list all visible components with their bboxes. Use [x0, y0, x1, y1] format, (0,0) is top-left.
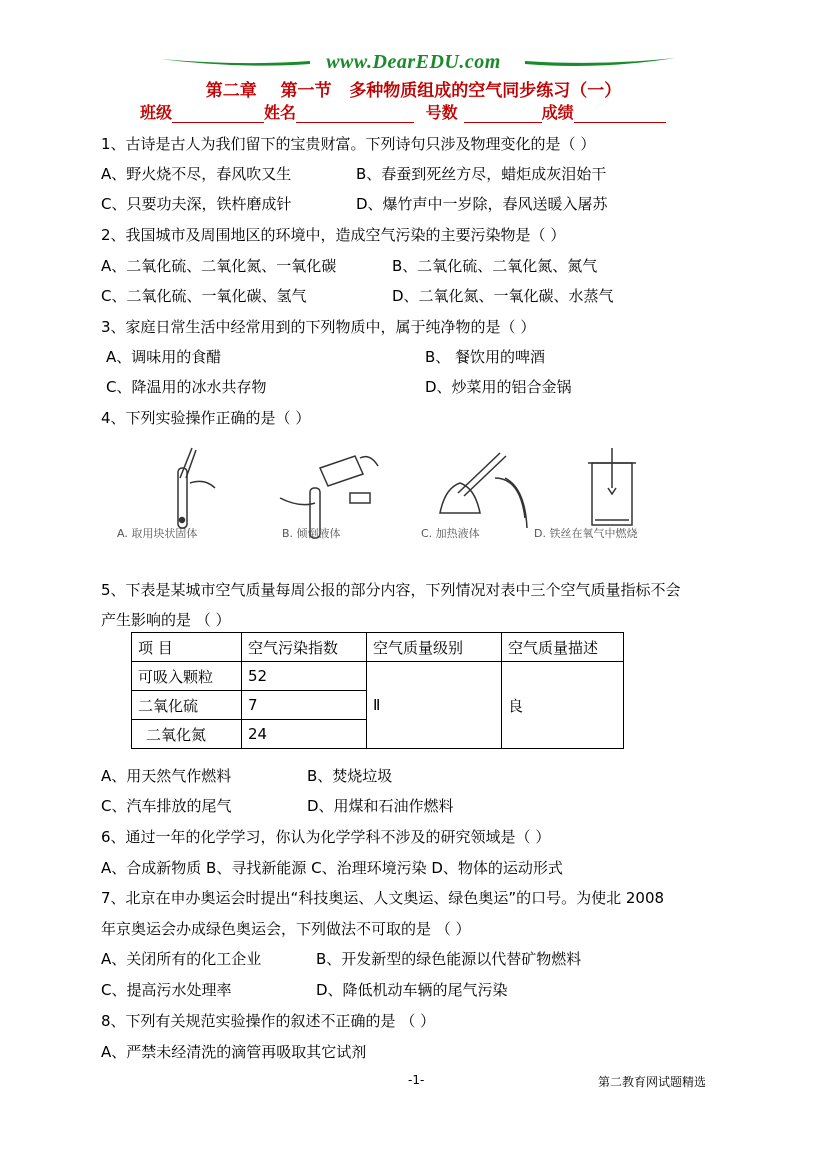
q1-option-d: D、爆竹声中一岁除，春风送暖入屠苏: [356, 195, 608, 213]
footer-source: 第二教育网试题精选: [598, 1075, 707, 1089]
q1-stem: 1、古诗是古人为我们留下的宝贵财富。下列诗句只涉及物理变化的是（ ）: [101, 135, 596, 153]
q6-stem: 6、通过一年的化学学习，你认为化学学科不涉及的研究领域是（ ）: [101, 828, 551, 846]
table-cell-level: Ⅱ: [367, 662, 502, 749]
q5-option-d: D、用煤和石油作燃料: [307, 797, 454, 815]
figure-caption-c: C. 加热液体: [421, 527, 480, 540]
q7-stem-line2: 年京奥运会办成绿色奥运会，下列做法不可取的是 （ ）: [101, 920, 471, 938]
field-class-label: 班级: [140, 103, 173, 122]
figure-caption-b: B. 倾倒液体: [282, 527, 341, 540]
student-info-fields: [140, 100, 666, 123]
field-class-blank[interactable]: [172, 104, 264, 123]
q1-option-c: C、只要功夫深，铁杵磨成针: [101, 195, 292, 213]
q7-stem-line1: 7、北京在申办奥运会时提出“科技奥运、人文奥运、绿色奥运”的口号。为使北 2008: [101, 889, 665, 907]
q6-options: A、合成新物质 B、寻找新能源 C、治理环境污染 D、物体的运动形式: [101, 859, 563, 877]
q7-option-d: D、降低机动车辆的尾气污染: [316, 981, 508, 999]
table-cell-index: 7: [242, 691, 367, 720]
heating-liquid-icon: [440, 453, 527, 528]
page-title: 第二章 第一节 多种物质组成的空气同步练习（一）: [205, 81, 622, 101]
table-header-cell: 空气质量级别: [367, 633, 502, 662]
field-name-blank[interactable]: [296, 104, 414, 123]
site-url: www.DearEDU.com: [326, 51, 501, 73]
table-cell-item: 可吸入颗粒: [132, 662, 242, 691]
q5-option-b: B、焚烧垃圾: [307, 767, 393, 785]
table-header-cell: 空气质量描述: [502, 633, 624, 662]
q5-stem-line2: 产生影响的是 （ ）: [101, 611, 231, 629]
test-tube-tweezers-icon: [178, 448, 215, 528]
table-header-row: [132, 633, 624, 662]
figure-caption-a: A. 取用块状固体: [117, 527, 198, 540]
q5-option-c: C、汽车排放的尾气: [101, 797, 232, 815]
q3-option-c: C、降温用的冰水共存物: [106, 378, 267, 396]
q1-option-b: B、春蚕到死丝方尽，蜡炬成灰泪始干: [356, 165, 607, 183]
air-quality-table: [131, 632, 624, 749]
q8-stem: 8、下列有关规范实验操作的叙述不正确的是 （ ）: [101, 1012, 436, 1030]
q7-option-b: B、开发新型的绿色能源以代替矿物燃料: [316, 950, 582, 968]
q8-option-a: A、严禁未经清洗的滴管再吸取其它试剂: [101, 1043, 367, 1061]
field-score-label: 成绩: [541, 103, 574, 122]
figure-caption-d: D. 铁丝在氧气中燃烧: [534, 527, 638, 540]
field-number-blank[interactable]: [464, 104, 542, 123]
q3-option-b: B、 餐饮用的啤酒: [425, 348, 546, 366]
q1-option-a: A、野火烧不尽，春风吹又生: [101, 165, 292, 183]
table-header-cell: 项 目: [132, 633, 242, 662]
table-cell-desc: 良: [502, 662, 624, 749]
q2-option-a: A、二氧化硫、二氧化氮、一氧化碳: [101, 257, 337, 275]
q5-stem-line1: 5、下表是某城市空气质量每周公报的部分内容，下列情况对表中三个空气质量指标不会: [101, 581, 681, 599]
page-number: -1-: [408, 1073, 425, 1087]
table-header-cell: 空气污染指数: [242, 633, 367, 662]
table-cell-index: 24: [242, 720, 367, 749]
table-cell-item: 二氧化氮: [132, 720, 242, 749]
table-row: [132, 662, 624, 691]
field-score-blank[interactable]: [574, 104, 666, 123]
q7-option-a: A、关闭所有的化工企业: [101, 950, 262, 968]
q3-stem: 3、家庭日常生活中经常用到的下列物质中，属于纯净物的是（ ）: [101, 318, 536, 336]
q2-option-c: C、二氧化硫、一氧化碳、氢气: [101, 287, 307, 305]
iron-wire-burning-icon: [588, 448, 636, 525]
field-number-label: 号数: [425, 103, 458, 122]
q7-option-c: C、提高污水处理率: [101, 981, 232, 999]
field-name-label: 姓名: [264, 103, 297, 122]
table-cell-index: 52: [242, 662, 367, 691]
q2-option-b: B、二氧化硫、二氧化氮、氮气: [392, 257, 598, 275]
q2-option-d: D、二氧化氮、一氧化碳、水蒸气: [392, 287, 614, 305]
q2-stem: 2、我国城市及周围地区的环境中，造成空气污染的主要污染物是（ ）: [101, 226, 566, 244]
table-cell-item: 二氧化硫: [132, 691, 242, 720]
q3-option-a: A、调味用的食醋: [106, 348, 222, 366]
q3-option-d: D、炒菜用的铝合金锅: [425, 378, 572, 396]
q4-stem: 4、下列实验操作正确的是（ ）: [101, 409, 311, 427]
q5-option-a: A、用天然气作燃料: [101, 767, 232, 785]
